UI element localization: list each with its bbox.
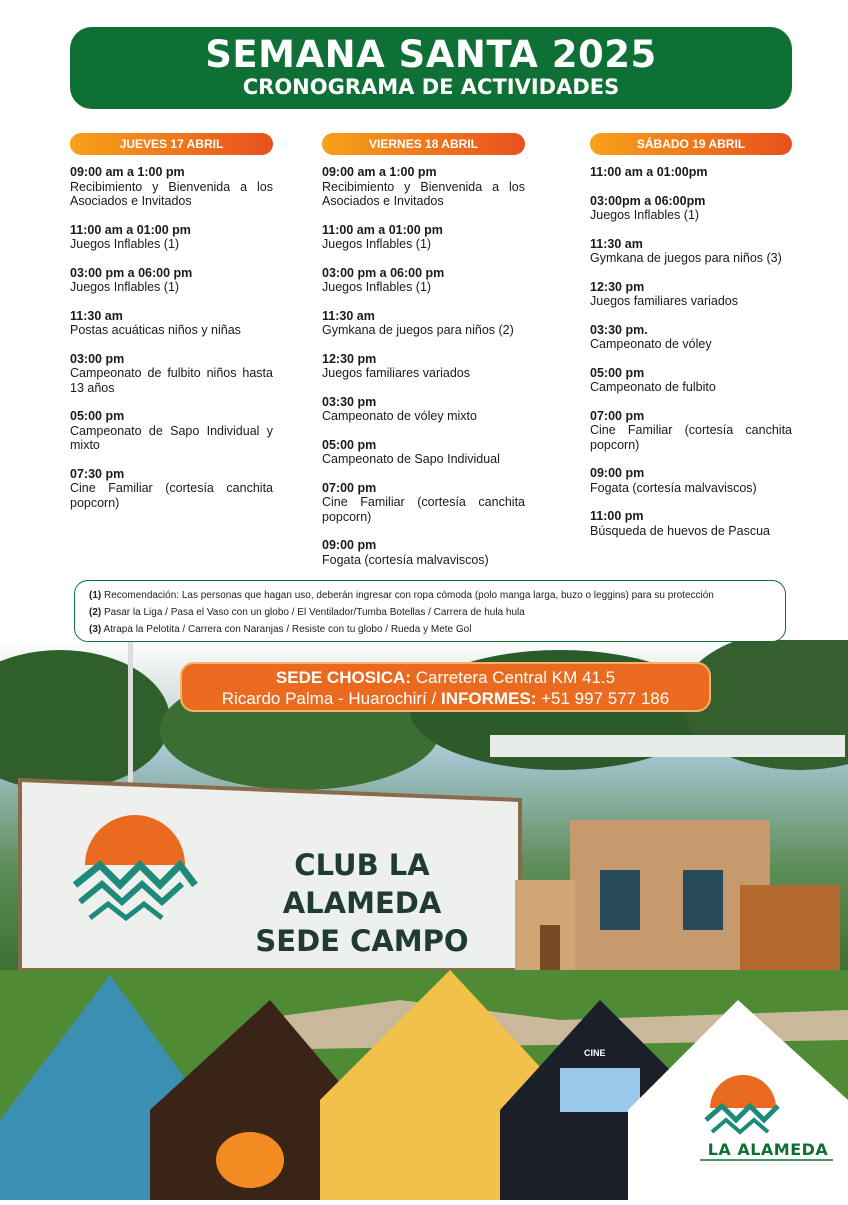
item-desc: Juegos Inflables (1) — [70, 280, 180, 294]
item-time: 09:00 pm — [322, 538, 377, 552]
schedule-item — [322, 438, 525, 467]
item-desc: Búsqueda de huevos de Pascua — [590, 523, 770, 538]
brand-name: LA ALAMEDA — [707, 1140, 829, 1159]
address-line-2 — [182, 688, 709, 709]
schedule-item — [70, 467, 273, 511]
address-banner — [180, 662, 711, 712]
event-title: SEMANA SANTA 2025 — [205, 33, 657, 76]
schedule-item — [70, 223, 273, 252]
item-time: 11:30 am — [322, 308, 375, 323]
item-desc: Campeonato de Sapo Individual — [322, 452, 500, 466]
schedule-item — [70, 165, 273, 209]
schedule-item — [590, 280, 792, 309]
item-time: 09:00 pm — [590, 466, 645, 480]
item-time: 03:00pm a 06:00pm — [590, 193, 706, 208]
schedule-item — [322, 352, 525, 381]
day-column-sabado — [590, 133, 792, 552]
item-desc: Juegos Inflables (1) — [322, 280, 432, 294]
item-time: 12:30 pm — [590, 279, 645, 294]
item-desc: Gymkana de juegos para niños (3) — [590, 251, 782, 265]
event-subtitle: CRONOGRAMA DE ACTIVIDADES — [242, 75, 620, 99]
address-location: Ricardo Palma - Huarochirí / — [221, 689, 437, 708]
note-text: Recomendación: Las personas que hagan uso, deberán ingresar con ropa cómoda (polo manga larga, buzo o leggins) para su protección — [104, 590, 714, 601]
schedule-item — [590, 165, 792, 180]
note-line — [89, 621, 771, 638]
schedule-item — [70, 266, 273, 295]
item-desc: Recibimiento y Bienvenida a los Asociados e Invitados — [322, 179, 525, 208]
schedule-item — [322, 266, 525, 295]
schedule-item — [322, 165, 525, 209]
item-time: 03:00 pm — [70, 351, 125, 366]
day-column-viernes — [322, 133, 525, 581]
item-desc: Campeonato de fulbito niños hasta 13 años — [70, 366, 273, 395]
item-desc: Cine Familiar (cortesía canchita popcorn) — [70, 481, 273, 510]
informes-label: INFORMES: — [440, 689, 537, 708]
item-desc: Recibimiento y Bienvenida a los Asociados e Invitados — [70, 179, 273, 208]
day-label: SÁBADO 19 ABRIL — [590, 133, 792, 155]
item-desc: Postas acuáticas niños y niñas — [70, 323, 241, 337]
schedule-item — [590, 466, 792, 495]
item-desc: Campeonato de Sapo Individual y mixto — [70, 423, 273, 452]
note-line — [89, 604, 771, 621]
schedule-item — [590, 237, 792, 266]
item-desc: Cine Familiar (cortesía canchita popcorn) — [322, 495, 525, 524]
item-desc: Cine Familiar (cortesía canchita popcorn) — [590, 423, 792, 452]
item-time: 05:00 pm — [322, 437, 377, 452]
sede-label: SEDE CHOSICA: — [275, 668, 411, 687]
brand-logo — [628, 1000, 848, 1200]
item-desc: Juegos Inflables (1) — [322, 237, 432, 251]
schedule-item — [70, 352, 273, 396]
brand-logo-graphic — [628, 1000, 848, 1200]
cine-sign: CINE — [584, 1048, 606, 1058]
wall-sign-text — [212, 846, 512, 960]
note-num: (3) — [89, 624, 102, 635]
item-time: 11:00 pm — [590, 509, 644, 523]
item-desc: Gymkana de juegos para niños (2) — [322, 323, 514, 337]
item-time: 03:30 pm — [322, 394, 377, 409]
item-desc: Fogata (cortesía malvaviscos) — [322, 552, 489, 567]
schedule-item — [590, 366, 792, 395]
item-time: 05:00 pm — [590, 365, 645, 380]
item-time: 07:00 pm — [590, 408, 645, 423]
schedule-item — [322, 223, 525, 252]
note-line — [89, 587, 771, 604]
schedule-item — [590, 323, 792, 352]
item-time: 11:30 am — [70, 308, 123, 323]
header-banner — [70, 27, 792, 109]
note-text: Pasar la Liga / Pasa el Vaso con un globo / El Ventilador/Tumba Botellas / Carrera de hula hula — [104, 607, 525, 618]
sign-line-2: SEDE CAMPO — [255, 924, 469, 958]
item-desc: Campeonato de vóley — [590, 337, 712, 351]
item-desc: Juegos familiares variados — [590, 294, 738, 308]
schedule-item — [70, 309, 273, 338]
item-desc: Campeonato de vóley mixto — [322, 409, 477, 423]
item-time: 07:00 pm — [322, 480, 377, 495]
day-label: JUEVES 17 ABRIL — [70, 133, 273, 155]
item-desc: Juegos familiares variados — [322, 366, 470, 380]
item-desc: Juegos Inflables (1) — [70, 237, 180, 251]
item-time: 07:30 pm — [70, 466, 125, 481]
schedule-item — [590, 509, 792, 538]
item-time: 12:30 pm — [322, 351, 377, 366]
item-time: 11:30 am — [590, 236, 643, 251]
day-column-jueves — [70, 133, 273, 524]
item-time: 05:00 pm — [70, 409, 125, 423]
note-num: (2) — [89, 607, 102, 618]
schedule-item — [322, 538, 525, 567]
note-num: (1) — [89, 590, 102, 601]
sede-value: Carretera Central KM 41.5 — [415, 668, 616, 687]
item-time: 09:00 am a 1:00 pm — [70, 165, 185, 179]
schedule-item — [322, 309, 525, 338]
schedule-item — [70, 409, 273, 453]
item-desc: Juegos Inflables (1) — [590, 208, 700, 222]
note-text: Atrapa la Pelotita / Carrera con Naranjas / Resiste con tu globo / Rueda y Mete Gol — [103, 624, 472, 635]
sign-line-1: CLUB LA ALAMEDA — [282, 848, 442, 920]
schedule-item — [590, 194, 792, 223]
phone-number: +51 997 577 186 — [541, 689, 670, 708]
schedule-item — [322, 481, 525, 525]
notes-box — [74, 580, 786, 642]
item-time: 11:00 am a 01:00 pm — [322, 222, 443, 237]
address-line-1 — [182, 667, 709, 688]
item-desc: Fogata (cortesía malvaviscos) — [590, 480, 757, 495]
day-label: VIERNES 18 ABRIL — [322, 133, 525, 155]
item-time: 11:00 am a 01:00 pm — [70, 222, 191, 237]
item-time: 03:00 pm a 06:00 pm — [70, 265, 193, 280]
schedule-item — [322, 395, 525, 424]
item-desc: Campeonato de fulbito — [590, 380, 716, 394]
item-time: 09:00 am a 1:00 pm — [322, 165, 437, 179]
schedule-item — [590, 409, 792, 453]
item-time: 03:00 pm a 06:00 pm — [322, 265, 445, 280]
item-time: 11:00 am a 01:00pm — [590, 165, 708, 179]
item-time: 03:30 pm. — [590, 322, 648, 337]
